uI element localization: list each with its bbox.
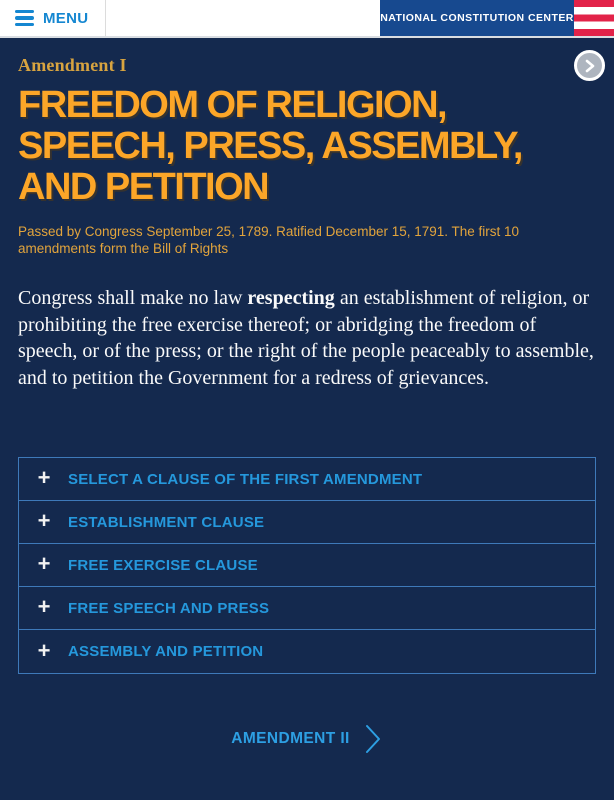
accordion-item-select-clause[interactable] [19, 458, 595, 501]
body-text-after: an establishment of religion, or prohibiting the free exercise thereof; or abridging the freedom of speech, or of the press; or the right of the people peaceably to assemble, and to petition the Government for a redress of grievances. [18, 287, 594, 389]
logo-wordmark: NATIONAL CONSTITUTION CENTER [380, 0, 574, 36]
accordion-item-free-speech-and-press[interactable] [19, 587, 595, 630]
accordion-item-label: SELECT A CLAUSE OF THE FIRST AMENDMENT [68, 470, 423, 488]
plus-icon: + [37, 465, 51, 490]
accordion-item-establishment-clause[interactable] [19, 501, 595, 544]
flag-stripes-icon [574, 0, 614, 36]
menu-label: MENU [43, 9, 89, 27]
page-title-line-3: AND PETITION [18, 166, 269, 208]
main-content [0, 38, 614, 755]
chevron-right-icon [584, 59, 596, 73]
next-amendment-link[interactable] [18, 723, 596, 755]
site-logo[interactable] [380, 0, 614, 36]
accordion-item-label: ESTABLISHMENT CLAUSE [68, 513, 265, 531]
amendment-body-text [18, 285, 596, 391]
page-title [18, 85, 596, 208]
next-amendment-label: AMENDMENT II [231, 730, 350, 747]
clause-accordion [18, 457, 596, 674]
top-bar [0, 0, 614, 38]
body-text-bold-term: respecting [247, 287, 335, 309]
accordion-item-assembly-and-petition[interactable] [19, 630, 595, 673]
menu-button[interactable] [0, 0, 106, 36]
amendment-eyebrow: Amendment I [18, 55, 127, 75]
accordion-item-label: FREE EXERCISE CLAUSE [68, 556, 258, 574]
accordion-item-label: FREE SPEECH AND PRESS [68, 599, 270, 617]
hamburger-icon [15, 10, 34, 26]
page-title-line-1: FREEDOM OF RELIGION, [18, 84, 447, 126]
page-title-line-2: SPEECH, PRESS, ASSEMBLY, [18, 125, 522, 167]
plus-icon: + [37, 594, 51, 619]
ratification-subtitle: Passed by Congress September 25, 1789. Ratified December 15, 1791. The first 10 amendments form the Bill of Rights [18, 224, 520, 256]
accordion-item-free-exercise-clause[interactable] [19, 544, 595, 587]
accordion-item-label: ASSEMBLY AND PETITION [68, 643, 264, 660]
plus-icon: + [37, 508, 51, 533]
chevron-right-icon [363, 723, 383, 755]
body-text-before: Congress shall make no law [18, 287, 248, 309]
carousel-next-button[interactable] [574, 50, 605, 81]
plus-icon: + [37, 637, 51, 663]
plus-icon: + [37, 551, 51, 576]
